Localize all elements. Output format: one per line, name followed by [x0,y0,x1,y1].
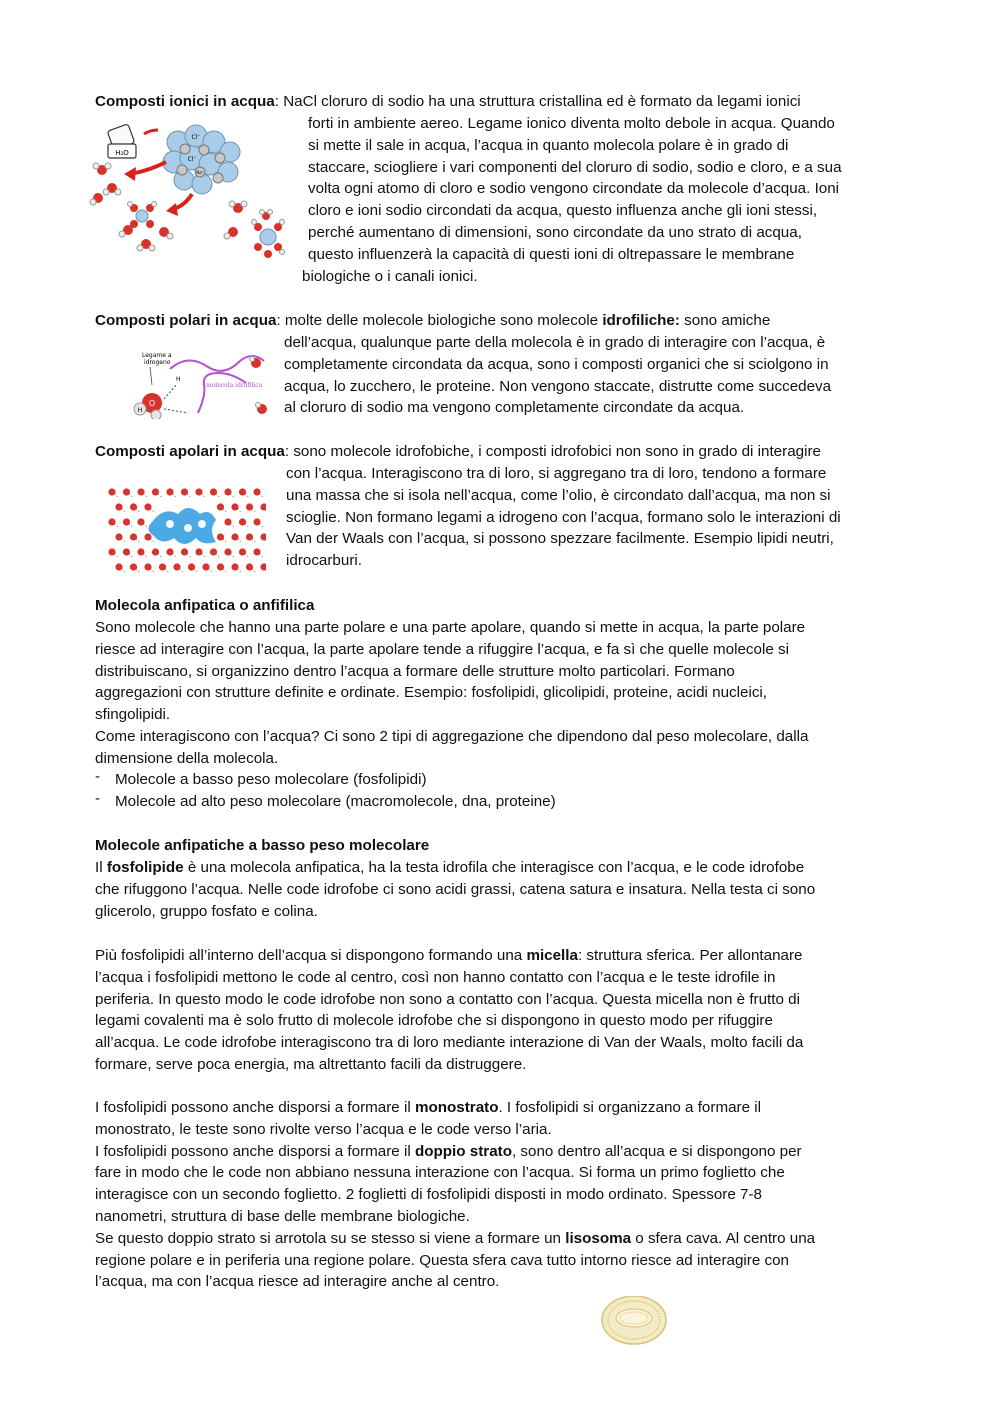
svg-text:H: H [137,407,143,414]
nacl-dissolution-figure [88,112,303,262]
hydrophobic-cluster-figure [104,484,266,574]
heading-basso-peso: Molecole anfipatiche a basso peso molecolare [95,837,430,854]
paragraph-apolari-body: con l’acqua. Interagiscono tra di loro, si aggregano tra di loro, tendono a formare una massa che si isola nell’acqua, come l’olio, è circondato dall’acqua, ma non si scioglie. Non formano legami a idrogeno con l’acqua, formano solo le interazioni di Van der Waals con l’acqua, si possono spezzare facilmente. Esempio lipidi neutri, idrocarburi. [286,465,841,570]
svg-text:Legame a: Legame a [142,352,172,359]
paragraph-ionici-body: forti in ambiente aereo. Legame ionico diventa molto debole in acqua. Quando si mette il sale in acqua, l’acqua in quanto molecola polare è in grado di staccare, sciogliere i vari componenti del cloruro di sodio, sodio e cloro, e a sua volta ogni atomo di cloro e sodio vengono circondate da molecole d’acqua. Ioni cloro e ioni sodio circondati da acqua, questo influenza anche gli ioni stessi, perché aumentano di dimensioni, sono circondate da uno strato di acqua, questo influenzerà la capacità di questi ioni di oltrepassare le membrane biologiche o i canali ionici. [302,115,842,285]
paragraph-micella: Più fosfolipidi all’interno dell’acqua si dispongono formando una micella: struttura sferica. Per allontanare l’acqua i fosfolipidi mettono le code al centro, così non hanno contatto con l’acqua e le teste idrofile in periferia. In questo modo le code idrofobe non sono a contatto con l’acqua. Questa micella non è frutto di legami covalenti ma è solo frutto di molecole idrofobe che si dispongono in questo modo per rifuggire all’acqua. Le code idrofobe interagiscono tra di loro mediante interazione di Van der Waals, molto facili da formare, serve poca energia, ma altrettanto facili da distruggere. [95,947,804,1073]
svg-text:molecola idrofilica: molecola idrofilica [206,382,263,389]
heading-composti-apolari: Composti apolari in acqua [95,443,285,460]
list-item: Molecole ad alto peso molecolare (macromolecole, dna, proteine) [115,793,556,810]
paragraph-polari-body: dell’acqua, qualunque parte della molecola è in grado di interagire con l’acqua, è completamente circondata da acqua, sono i composti organici che si sciolgono in acqua, lo zucchero, le proteine. Non vengono staccate, distrutte come succedeva al cloruro di sodio ma vengono completamente circondate da acqua. [284,334,832,417]
paragraph-apolari-first-line: Composti apolari in acqua: sono molecole idrofobiche, i composti idrofobici non sono in grado di interagire [95,443,821,460]
list-item-bullet: - [95,790,101,807]
svg-text:Cl⁻: Cl⁻ [187,156,197,163]
svg-text:Na⁺: Na⁺ [196,170,204,175]
heading-composti-polari: Composti polari in acqua [95,312,277,329]
paragraph-ionici-first-line: Composti ionici in acqua: NaCl cloruro di sodio ha una struttura cristallina ed è formato da legami ionici [95,93,801,110]
svg-text:H: H [176,376,181,383]
hydrophilic-molecule-figure [128,347,276,419]
paragraph-monostrato-doppio-strato: I fosfolipidi possono anche disporsi a formare il monostrato. I fosfolipidi si organizzano a formare il monostrato, le teste sono rivolte verso l’acqua e le code verso l’aria. I fosfolipidi possono anche disporsi a formare il doppio strato, sono dentro all’acqua e si dispongono per fare in modo che le code non abbiano nessuna interazione con l’acqua. Si forma un primo foglietto che interagisce con un secondo foglietto. 2 foglietti di fosfolipidi disposti in modo ordinato. Spessore 7-8 nanometri, struttura di base delle membrane biologiche. Se questo doppio strato si arrotola su se stesso si viene a formare un lisosoma o sfera cava. Al centro una regione polare e in periferia una regione polare. Questa sfera cava tutto intorno riesce ad interagire con l’acqua, ma con l’acqua riesce ad interagire anche al centro. [95,1099,816,1291]
heading-composti-ionici: Composti ionici in acqua [95,93,275,110]
hydrocarbon-icon [148,508,216,544]
svg-text:O: O [148,399,156,408]
list-item-bullet: - [95,768,101,785]
heading-molecola-anfipatica: Molecola anfipatica o anfifilica [95,597,315,614]
list-item: Molecole a basso peso molecolare (fosfolipidi) [115,771,427,788]
salt-shaker-icon [107,124,136,158]
paragraph-polari-first-line: Composti polari in acqua: molte delle molecole biologiche sono molecole idrofiliche: sono amiche [95,312,771,329]
svg-text:Cl⁻: Cl⁻ [191,134,201,141]
crystal-lattice-icon [163,125,240,194]
paragraph-fosfolipide: Il fosfolipide è una molecola anfipatica, ha la testa idrofila che interagisce con l’acqua, e le code idrofobe che rifuggono l’acqua. Nelle code idrofobe ci sono acidi grassi, catena satura e insatura. Nella testa ci sono glicerolo, gruppo fosfato e colina. [95,859,816,920]
svg-text:idrogeno: idrogeno [144,359,171,366]
svg-text:H₂O: H₂O [115,149,129,157]
paragraph-anfipatica-body: Sono molecole che hanno una parte polare e una parte apolare, quando si mette in acqua, la parte polare riesce ad interagire con l’acqua, la parte apolare tende a rifuggire l’acqua, e fa sì che quelle molecole si distribuiscano, si organizzino dentro l’acqua a formare delle strutture molto particolari. Formano aggregazioni con strutture definite e ordinate. Esempio: fosfolipidi, glicolipidi, proteine, acidi nucleici, sfingolipidi. Come interagiscono con l’acqua? Ci sono 2 tipi di aggregazione che dipendono dal peso molecolare, dalla dimensione della molecola. [95,619,809,767]
liposome-figure [600,1296,668,1346]
